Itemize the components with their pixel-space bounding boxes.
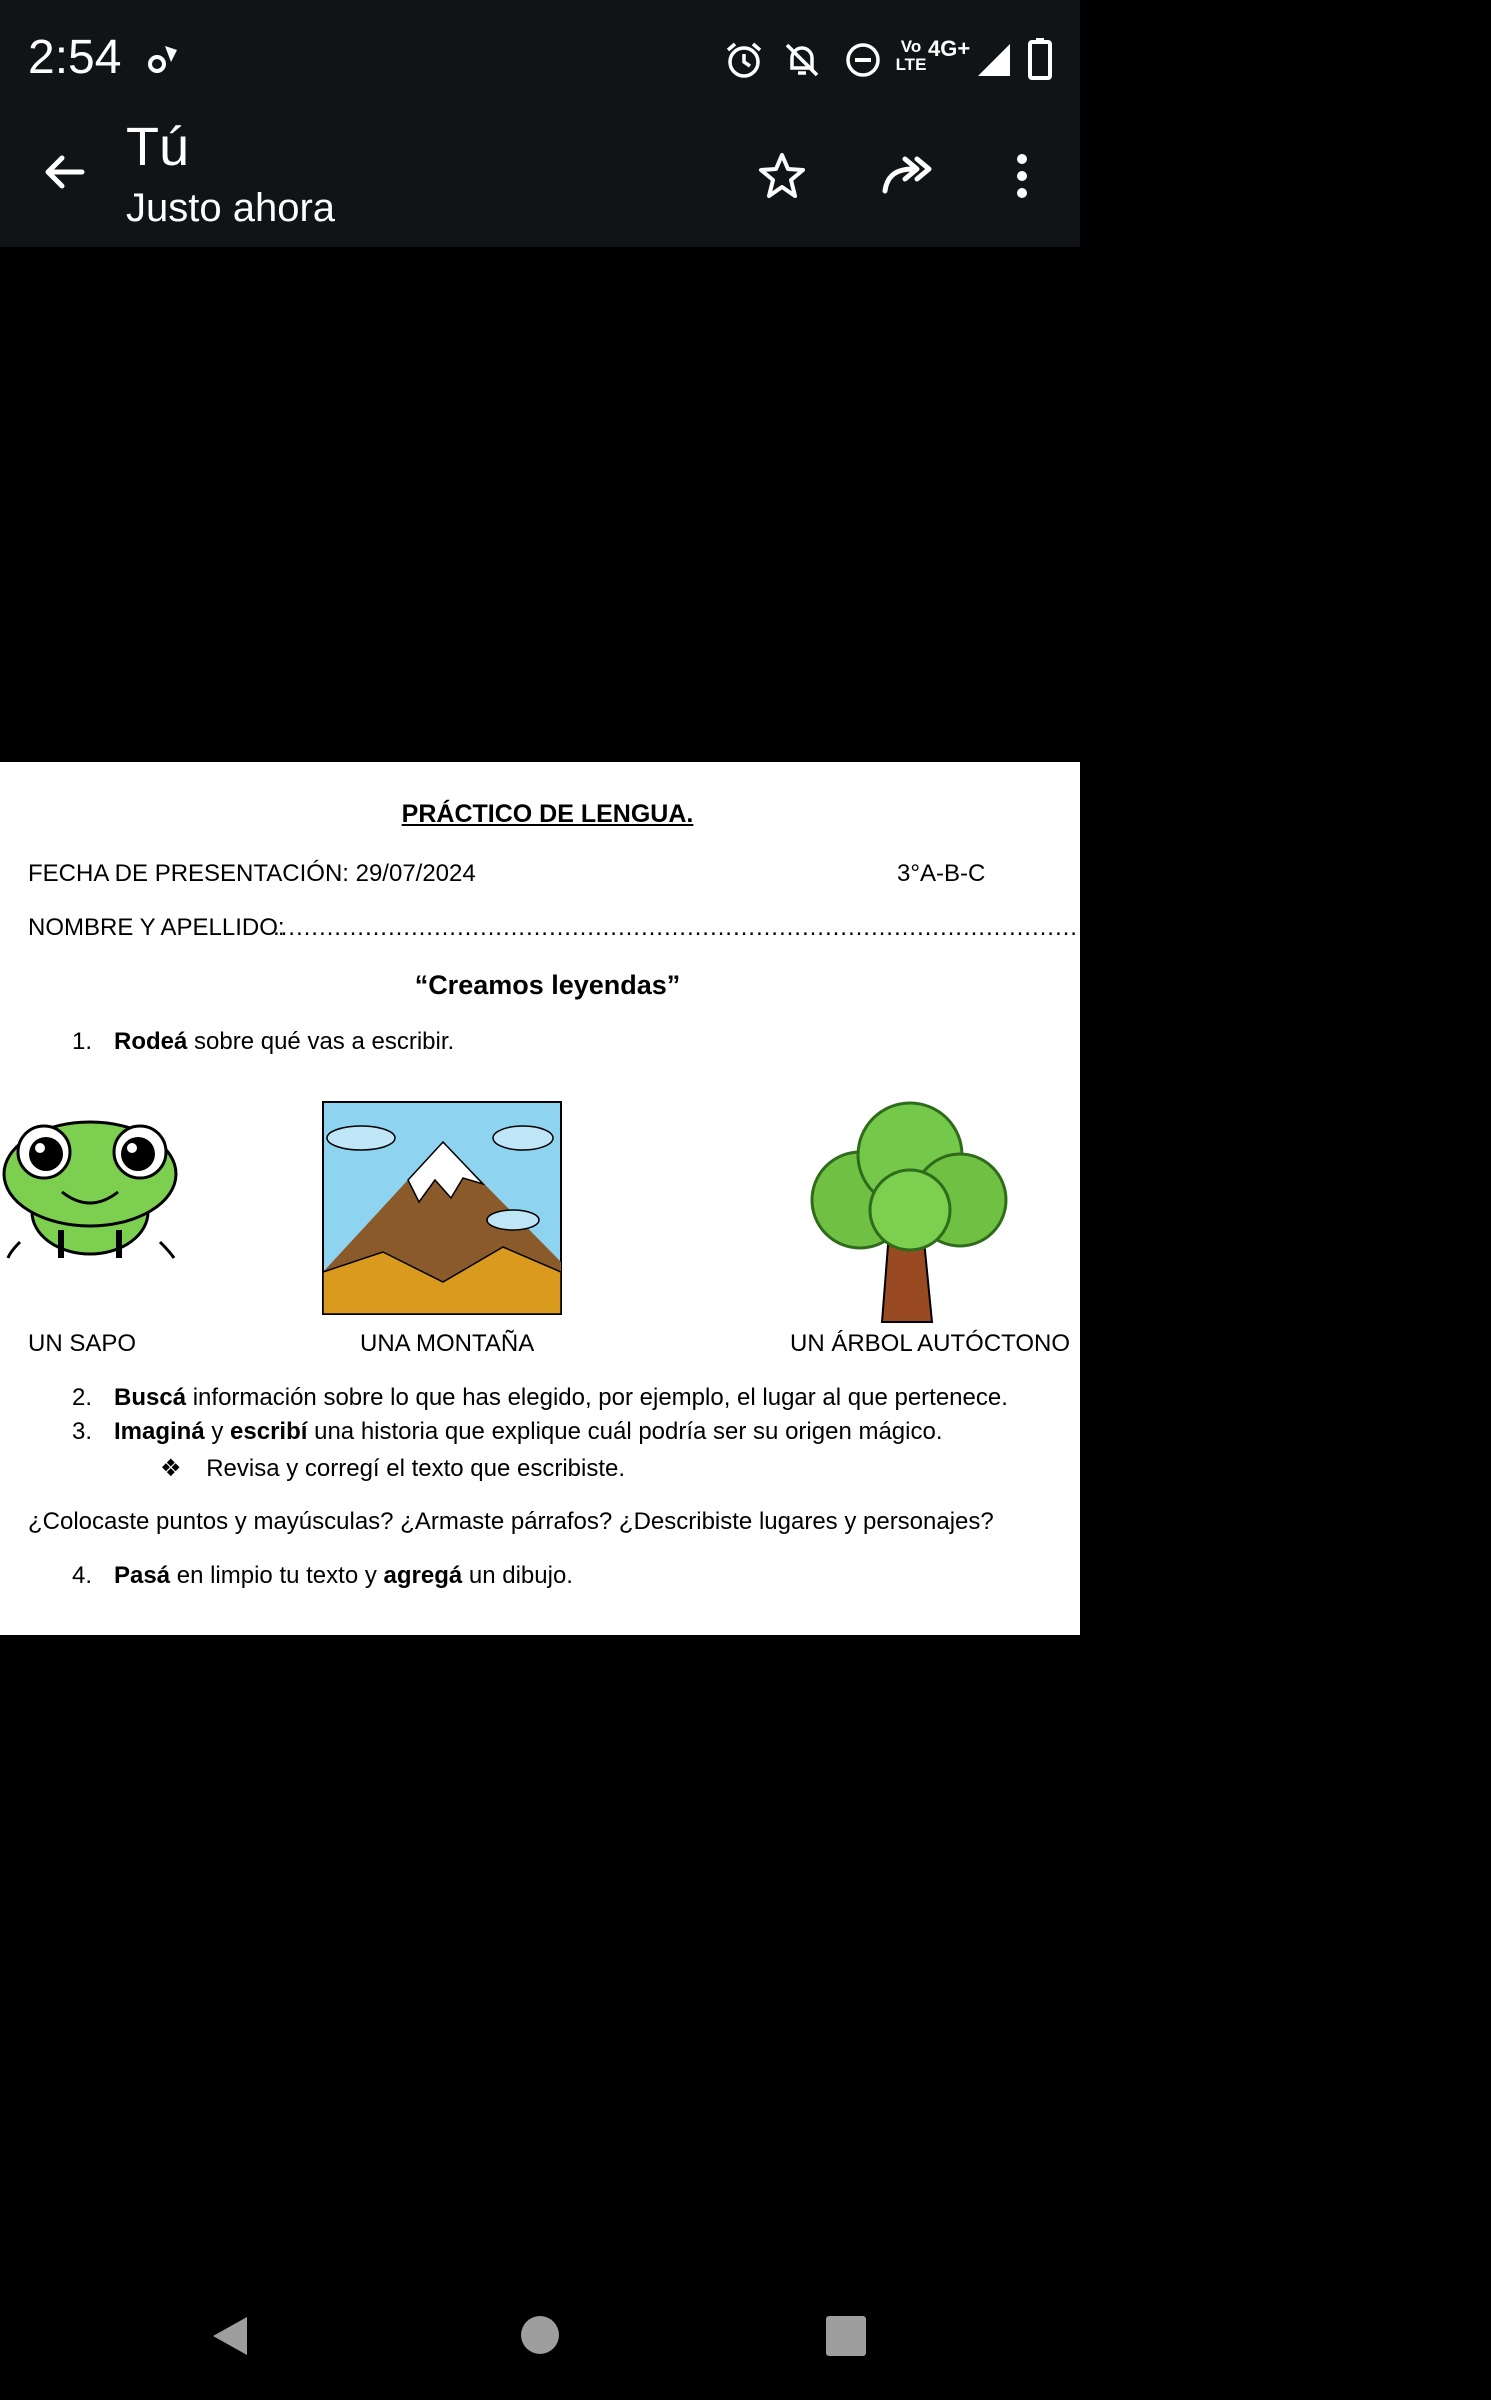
worksheet-subtitle: “Creamos leyendas”	[414, 970, 681, 1000]
message-time: Justo ahora	[126, 186, 336, 230]
frog-image	[0, 1112, 182, 1262]
instruction-3: 3. Imaginá y escribí una historia que explique cuál podría ser su origen mágico.	[72, 1418, 943, 1445]
mountain-image	[323, 1102, 561, 1314]
star-icon	[757, 151, 807, 201]
instruction-2: 2. Buscá información sobre lo que has elegido, por ejemplo, el lugar al que pertenece.	[72, 1384, 1008, 1411]
bullet-review: ❖ Revisa y corregí el texto que escribiste.	[160, 1455, 626, 1482]
sender-name: Tú	[126, 117, 190, 177]
top-bar	[0, 0, 1080, 247]
network-type: 4G+	[928, 36, 971, 61]
navigation-bar	[0, 2265, 1080, 2400]
notifications-off-icon	[782, 40, 822, 80]
settings-notification-icon	[145, 42, 181, 78]
option-label-frog: UN SAPO	[28, 1330, 137, 1357]
more-options-button[interactable]	[982, 136, 1062, 216]
document-title: PRÁCTICO DE LENGUA.	[401, 800, 694, 828]
name-label: NOMBRE Y APELLIDO:	[28, 914, 285, 941]
tree-image	[800, 1100, 1020, 1330]
nav-home-button[interactable]	[520, 2315, 560, 2355]
instruction-4: 4. Pasá en limpio tu texto y agregá un dibujo.	[72, 1562, 573, 1589]
review-questions: ¿Colocaste puntos y mayúsculas? ¿Armaste párrafos? ¿Describiste lugares y personajes?	[28, 1508, 994, 1535]
forward-button[interactable]	[868, 136, 948, 216]
nav-back-button[interactable]	[205, 2311, 255, 2361]
more-vert-icon	[1014, 151, 1030, 201]
battery-icon	[1028, 38, 1052, 80]
alarm-icon	[724, 40, 764, 80]
option-label-tree: UN ÁRBOL AUTÓCTONO	[790, 1330, 1071, 1357]
app-bar	[0, 110, 1080, 247]
bullet-icon: ❖	[160, 1455, 182, 1482]
signal-icon	[976, 42, 1012, 78]
back-arrow-icon	[40, 148, 88, 196]
date-line: FECHA DE PRESENTACIÓN: 29/07/2024	[28, 860, 476, 887]
forward-icon	[879, 151, 937, 201]
document-image[interactable]	[0, 762, 1491, 1635]
status-time: 2:54	[28, 31, 122, 84]
nav-recents-button[interactable]	[826, 2316, 866, 2356]
do-not-disturb-icon	[843, 40, 883, 80]
volte-icon: Vo LTE	[895, 37, 927, 74]
star-button[interactable]	[742, 136, 822, 216]
instruction-1: 1. Rodeá sobre qué vas a escribir.	[72, 1028, 455, 1055]
status-bar	[0, 0, 1080, 110]
grade-label: 3°A-B-C	[897, 860, 986, 887]
name-dots: ……………………………………………………………………………………………………………………………………………	[272, 914, 1491, 941]
option-label-mountain: UNA MONTAÑA	[360, 1330, 535, 1357]
back-button[interactable]	[24, 132, 104, 212]
